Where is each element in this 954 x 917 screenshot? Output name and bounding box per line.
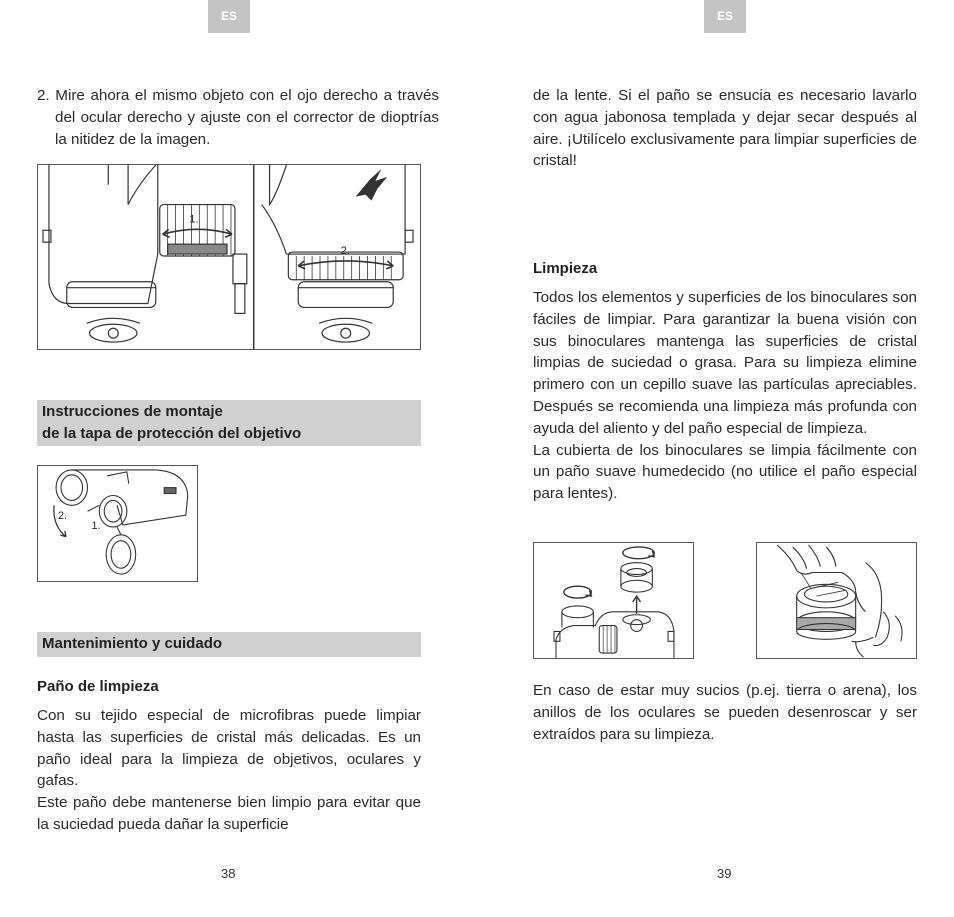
step-2-item — [37, 85, 439, 150]
rotate-arrow-icon — [564, 586, 592, 598]
figure2-label-1: 1. — [91, 519, 101, 532]
lens-cap-illustration — [38, 466, 197, 581]
continued-paragraph: de la lente. Si el paño se ensucia es necesario lavarlo con agua jabonosa templada y dejar secar después al aire. ¡Utilícelo exclusivamente para limpiar superficies de cristal! — [533, 87, 917, 170]
limpieza-paragraph-2: La cubierta de los binoculares se limpia fácilmente con un paño suave humedecido (no utilice el paño especial para lentes). — [533, 441, 917, 503]
eyepiece-cleaning-figure — [756, 542, 917, 659]
subhead-limpieza: Limpieza — [533, 260, 598, 277]
final-text-block — [533, 680, 917, 745]
continued-text-block — [533, 85, 917, 172]
figure1-label-2: 2. — [340, 245, 350, 258]
rotate-arrow-icon — [623, 547, 654, 559]
eyepiece-removal-figure — [533, 542, 694, 659]
step-2-text: Mire ahora el mismo objeto con el ojo derecho a través del ocular derecho y ajuste con el corrector de dioptrías la nitidez de la imagen. — [55, 87, 439, 148]
page-number-right: 39 — [717, 866, 732, 881]
language-tab-right: ES — [704, 0, 746, 33]
bird-logo-icon — [356, 169, 388, 201]
eyepiece-removal-illustration — [534, 543, 693, 658]
section-montaje-line2: de la tapa de protección del objetivo — [42, 424, 302, 442]
pano-paragraph-2: Este paño debe mantenerse bien limpio para evitar que la suciedad pueda dañar la superficie — [37, 794, 421, 833]
up-arrow-icon — [633, 596, 641, 614]
limpieza-text-block — [533, 287, 917, 505]
page-number-left: 38 — [221, 866, 236, 881]
section-montaje — [37, 400, 421, 446]
pano-text-block — [37, 705, 421, 836]
eyepiece-cleaning-illustration — [757, 543, 916, 658]
limpieza-paragraph-1: Todos los elementos y superficies de los binoculares son fáciles de limpiar. Para garantizar la buena visión con sus binoculares mantenga las superficies de cristal limpias de suciedad o grasa. Para su limpieza elimine primero con un cepillo suave las partículas apreciables. Después se recomienda una limpieza más profunda con ayuda del aliento y del paño especial de limpieza. — [533, 289, 917, 437]
diopter-illustration — [38, 165, 420, 349]
section-montaje-line1: Instrucciones de montaje — [42, 403, 223, 420]
language-tab-left: ES — [208, 0, 250, 33]
lens-cap-figure — [37, 465, 198, 582]
pano-paragraph-1: Con su tejido especial de microfibras puede limpiar hasta las superficies de cristal más delicadas. Es un paño ideal para la limpieza de objetivos, oculares y gafas. — [37, 707, 421, 790]
subhead-pano-limpieza: Paño de limpieza — [37, 678, 159, 695]
diopter-adjustment-figure — [37, 164, 421, 350]
figure2-label-2: 2. — [58, 510, 68, 523]
figure1-label-1: 1. — [189, 213, 199, 226]
section-mantenimiento — [37, 632, 421, 657]
section-mantenimiento-title: Mantenimiento y cuidado — [42, 635, 223, 652]
final-paragraph: En caso de estar muy sucios (p.ej. tierra o arena), los anillos de los oculares se pueden desenroscar y ser extraídos para su limpieza. — [533, 682, 917, 743]
step-2-number: 2. — [37, 87, 50, 104]
